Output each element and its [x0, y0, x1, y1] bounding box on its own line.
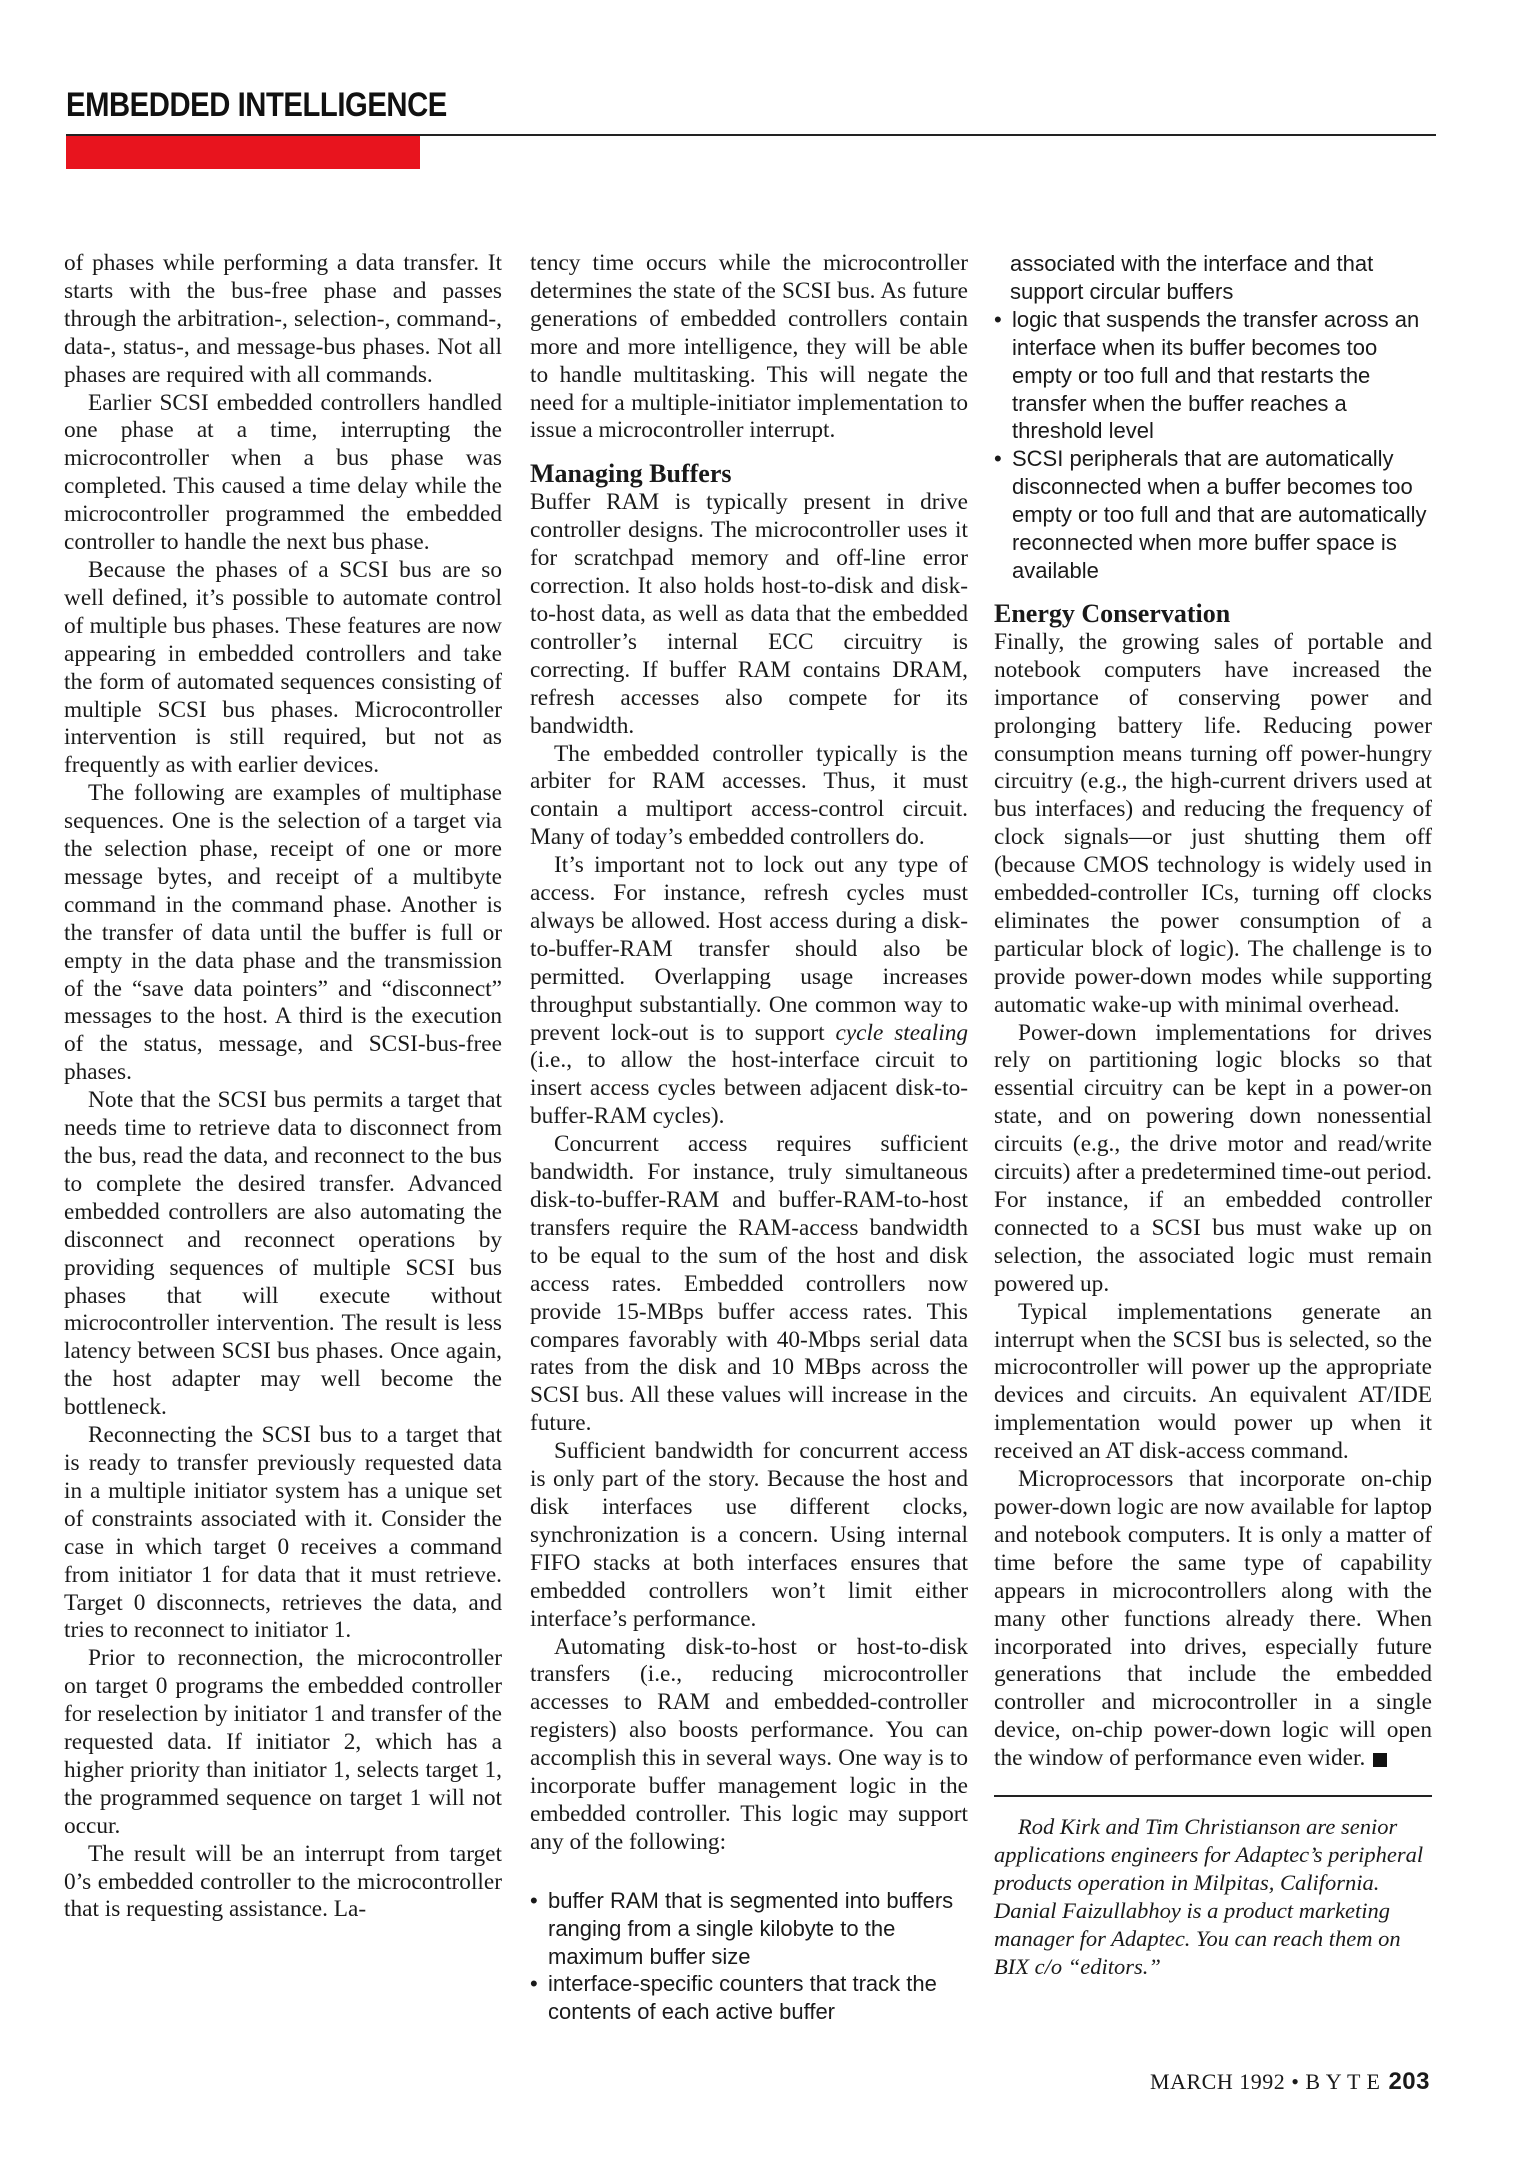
issue-date: MARCH 1992 • B Y T E [1150, 2069, 1381, 2094]
bio-divider [994, 1795, 1432, 1797]
paragraph: Concurrent access requires sufficient bandwidth. For instance, truly simultaneous disk-to-buffer-RAM and buffer-RAM-to-host transfers require the RAM-access bandwidth to be equal to the sum of the host and disk access rates. Embedded controllers now provide 15-MBps buffer access rates. This compares favorably with 40-Mbps serial data rates from the disk and 10 MBps across the SCSI bus. All these values will increase in the future. [530, 1131, 968, 1437]
author-bio: Rod Kirk and Tim Christianson are senior applications engineers for Adaptec’s peripheral products operation in Milpitas, California. Danial Faizullabhoy is a product marketing manager for Adaptec. You can reach them on BIX c/o “editors.” [994, 1814, 1424, 1979]
paragraph-text: It’s important not to lock out any type of access. For instance, refresh cycles must always be allowed. Host access during a disk-to-buffer-RAM transfer should also be permitted. Overlapping usage increases throughput substantially. One common way to prevent lock-out is to support [530, 852, 968, 1046]
paragraph: The embedded controller typically is the arbiter for RAM accesses. Thus, it must contain a multiport access-control circuit. Many of today’s embedded controllers do. [530, 740, 968, 851]
paragraph [530, 852, 968, 1131]
paragraph: The following are examples of multiphase sequences. One is the selection of a target via the selection phase, receipt of one or more message bytes, and receipt of a multibyte command in the command phase. Another is the transfer of data until the buffer is full or empty in the data phase and the transmission of the “save data pointers” and “disconnect” messages to the host. A third is the execution of the status, message, and SCSI-bus-free phases. [64, 780, 502, 1086]
list-item: • logic that suspends the transfer across an interface when its buffer becomes too empty or too full and that restarts the transfer when the buffer reaches a threshold level [994, 306, 1420, 444]
subheading-managing-buffers: Managing Buffers [530, 459, 732, 489]
paragraph: Buffer RAM is typically present in drive controller designs. The microcontroller uses it for scratchpad memory and off-line error correction. It also holds host-to-disk and disk-to-host data, as well as data that the embedded controller’s internal ECC circuitry is correcting. If buffer RAM contains DRAM, refresh accesses also compete for its bandwidth. [530, 489, 968, 739]
paragraph: Power-down implementations for drives rely on partitioning logic blocks so that essential circuitry can be kept in a power-on state, and on powering down nonessential circuits (e.g., the drive motor and read/write circuits) after a predetermined time-out period. For instance, if an embedded controller connected to a SCSI bus must wake up on selection, the associated logic must remain powered up. [994, 1019, 1432, 1297]
list-item: • interface-specific counters that track the contents of each active buffer [530, 1971, 937, 2025]
column-1 [64, 250, 502, 1924]
page-number: 203 [1388, 2068, 1430, 2095]
paragraph: Earlier SCSI embedded controllers handled one phase at a time, interrupting the microcontroller when a bus phase was completed. This caused a time delay while the microcontroller programmed the embedded controller to handle the next bus phase. [64, 389, 502, 556]
paragraph: The result will be an interrupt from target 0’s embedded controller to the microcontroller that is requesting assistance. La- [64, 1840, 502, 1923]
list-item: • buffer RAM that is segmented into buffers ranging from a single kilobyte to the maximum buffer size [530, 1887, 954, 1969]
list-item-text: logic that suspends the transfer across an interface when its buffer becomes too empty or too full and that restarts the transfer when the buffer reaches a threshold level [1012, 306, 1420, 444]
bullet-list [994, 250, 1432, 585]
paragraph-text: (i.e., to allow the host-interface circuit to insert access cycles between adjacent disk-to-buffer-RAM cycles). [530, 1047, 968, 1130]
paragraph: Sufficient bandwidth for concurrent access is only part of the story. Because the host and disk interfaces use different clocks, synchronization is a concern. Using internal FIFO stacks at both interfaces ensures that embedded controllers won’t limit either interface’s performance. [530, 1438, 968, 1632]
paragraph: Note that the SCSI bus permits a target that needs time to retrieve data to disconnect from the bus, read the data, and reconnect to the bus to complete the desired transfer. Advanced embedded controllers are also automating the disconnect and reconnect operations by providing sequences of multiple SCSI bus phases that will execute without microcontroller intervention. The result is less latency between SCSI bus phases. Once again, the host adapter may well become the bottleneck. [64, 1087, 502, 1421]
paragraph [994, 1466, 1432, 1773]
emphasized-term: cycle stealing [835, 1019, 968, 1046]
paragraph-text: Microprocessors that incorporate on-chip power-down logic are now available for laptop and notebook computers. It is only a matter of time before the same type of capability appears in microcontrollers along with the many other functions already there. When incorporated into drives, especially future generations that include the embedded controller and microcontroller in a single device, on-chip power-down logic will open the window of performance even wider. [994, 1466, 1432, 1772]
paragraph: Typical implementations generate an interrupt when the SCSI bus is selected, so the microcontroller will power up the appropriate devices and circuits. An equivalent AT/IDE implementation would power up when it received an AT disk-access command. [994, 1298, 1432, 1465]
paragraph: Automating disk-to-host or host-to-disk transfers (i.e., reducing microcontroller accesses to RAM and embedded-controller registers) also boosts performance. You can accomplish this in several ways. One way is to incorporate buffer management logic in the embedded controller. This logic may support any of the following: [530, 1633, 968, 1855]
paragraph: Reconnecting the SCSI bus to a target that is ready to transfer previously requested data in a multiple initiator system has a unique set of constraints associated with it. Consider the case in which target 0 receives a command from initiator 1 for data that it must retrieve. Target 0 disconnects, retrieves the data, and tries to reconnect to initiator 1. [64, 1422, 502, 1644]
paragraph: Prior to reconnection, the microcontroller on target 0 programs the embedded controller for reselection by initiator 1 and transfer of the requested data. If initiator 2, which has a higher priority than initiator 1, selects target 1, the programmed sequence on target 1 will not occur. [64, 1645, 502, 1839]
column-2 [530, 250, 968, 2026]
list-item-text: SCSI peripherals that are automatically disconnected when a buffer becomes too empty or too full and that are automatically reconnected when more buffer space is available [1012, 446, 1427, 583]
bullet-list [530, 1887, 968, 2027]
paragraph: Finally, the growing sales of portable and notebook computers have increased the importance of conserving power and prolonging battery life. Reducing power consumption means turning off power-hungry circuitry (e.g., the high-current drivers used at bus interfaces) and reducing the frequency of clock signals—or just shutting them off (because CMOS technology is widely used in embedded-controller ICs, turning off clocks eliminates the power consumption of a particular block of logic). The challenge is to provide power-down modes while supporting automatic wake-up with minimal overhead. [994, 628, 1432, 1018]
list-item-text: buffer RAM that is segmented into buffers ranging from a single kilobyte to the maximum buffer size [548, 1887, 954, 1969]
accent-bar [66, 136, 420, 169]
subheading-energy-conservation: Energy Conservation [994, 598, 1231, 628]
paragraph: of phases while performing a data transfer. It starts with the bus-free phase and passes through the arbitration-, selection-, command-, data-, status-, and message-bus phases. Not all phases are required with all commands. [64, 250, 502, 388]
list-item-continued: associated with the interface and that support circular buffers [1010, 251, 1374, 304]
paragraph: Because the phases of a SCSI bus are so well defined, it’s possible to automate control of multiple bus phases. These features are now appearing in embedded controllers and take the form of automated sequences consisting of multiple SCSI bus phases. Microcontroller intervention is still required, but not as frequently as with earlier devices. [64, 556, 502, 779]
list-item: • SCSI peripherals that are automatically disconnected when a buffer becomes too empty or too full and that are automatically reconnected when more buffer space is available [994, 446, 1427, 583]
end-of-article-mark [1373, 1753, 1387, 1767]
paragraph: tency time occurs while the microcontroller determines the state of the SCSI bus. As future generations of embedded controllers contain more and more intelligence, they will be able to handle multitasking. This will negate the need for a multiple-initiator implementation to issue a microcontroller interrupt. [530, 250, 968, 444]
column-3 [994, 250, 1432, 1980]
page-footer [1150, 2068, 1430, 2096]
list-item-text: interface-specific counters that track the contents of each active buffer [548, 1971, 937, 2025]
section-title: EMBEDDED INTELLIGENCE [66, 86, 447, 124]
